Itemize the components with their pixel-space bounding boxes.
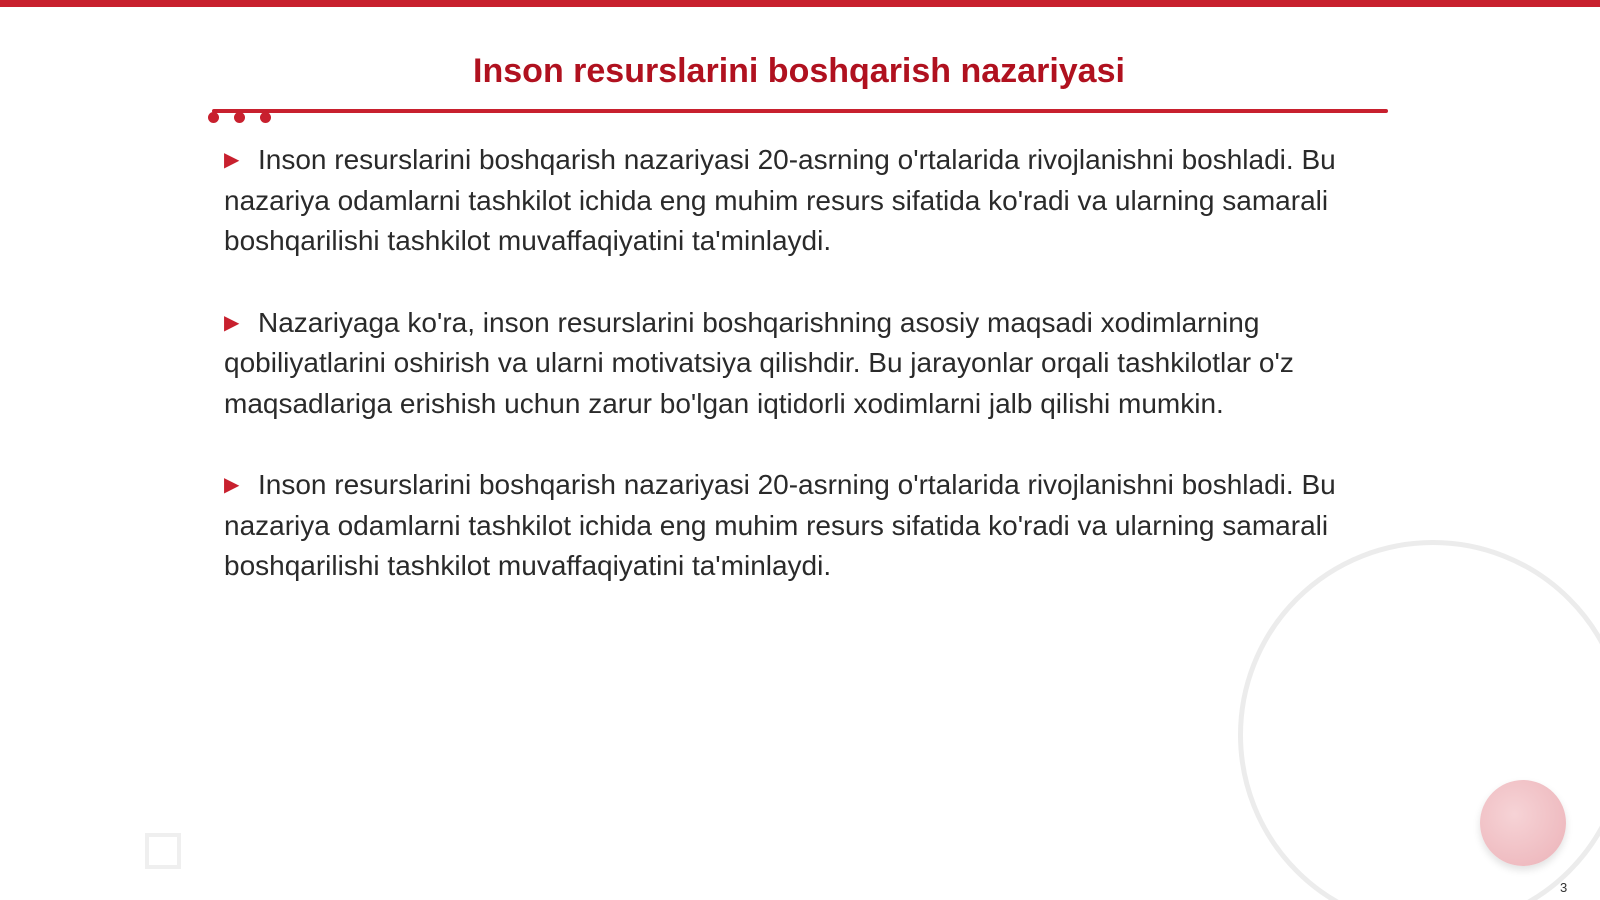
bullet-list (224, 140, 1394, 628)
bullet-arrow-icon: ▶ (224, 311, 240, 334)
decorative-square (145, 833, 181, 869)
top-accent-bar (0, 0, 1600, 7)
bullet-arrow-icon: ▶ (224, 149, 240, 171)
bullet-item (224, 465, 1394, 587)
page-number: 3 (1560, 880, 1568, 895)
slide-title: Inson resurslarini boshqarish nazariyasi (473, 52, 1125, 90)
title-underline (212, 109, 1388, 113)
bullet-arrow-icon: ▶ (224, 474, 240, 496)
bullet-text: Nazariyaga ko'ra, inson resurslarini boshqarishning asosiy maqsadi xodimlarning qobiliyatlarini oshirish va ularni motivatsiya qilishdir. Bu jarayonlar orqali tashkilotlar o'z maqsadlariga erishish uchun zarur bo'lgan iqtidorli xodimlarni jalb qilishi mumkin. (224, 306, 1294, 419)
title-dot-icon (234, 112, 245, 123)
title-dot-icon (260, 112, 271, 123)
decorative-pink-circle (1480, 780, 1566, 866)
bullet-text: Inson resurslarini boshqarish nazariyasi 20-asrning o'rtalarida rivojlanishni boshladi. Bu nazariya odamlarni tashkilot ichida eng muhim resurs sifatida ko'radi va ularning samarali boshqarilishi tashkilot muvaffaqiyatini ta'minlaydi. (224, 144, 1336, 256)
title-dot-icon (208, 112, 219, 123)
bullet-item (224, 140, 1394, 262)
bullet-item (224, 303, 1394, 425)
bullet-text: Inson resurslarini boshqarish nazariyasi 20-asrning o'rtalarida rivojlanishni boshladi. Bu nazariya odamlarni tashkilot ichida eng muhim resurs sifatida ko'radi va ularning samarali boshqarilishi tashkilot muvaffaqiyatini ta'minlaydi. (224, 469, 1336, 581)
